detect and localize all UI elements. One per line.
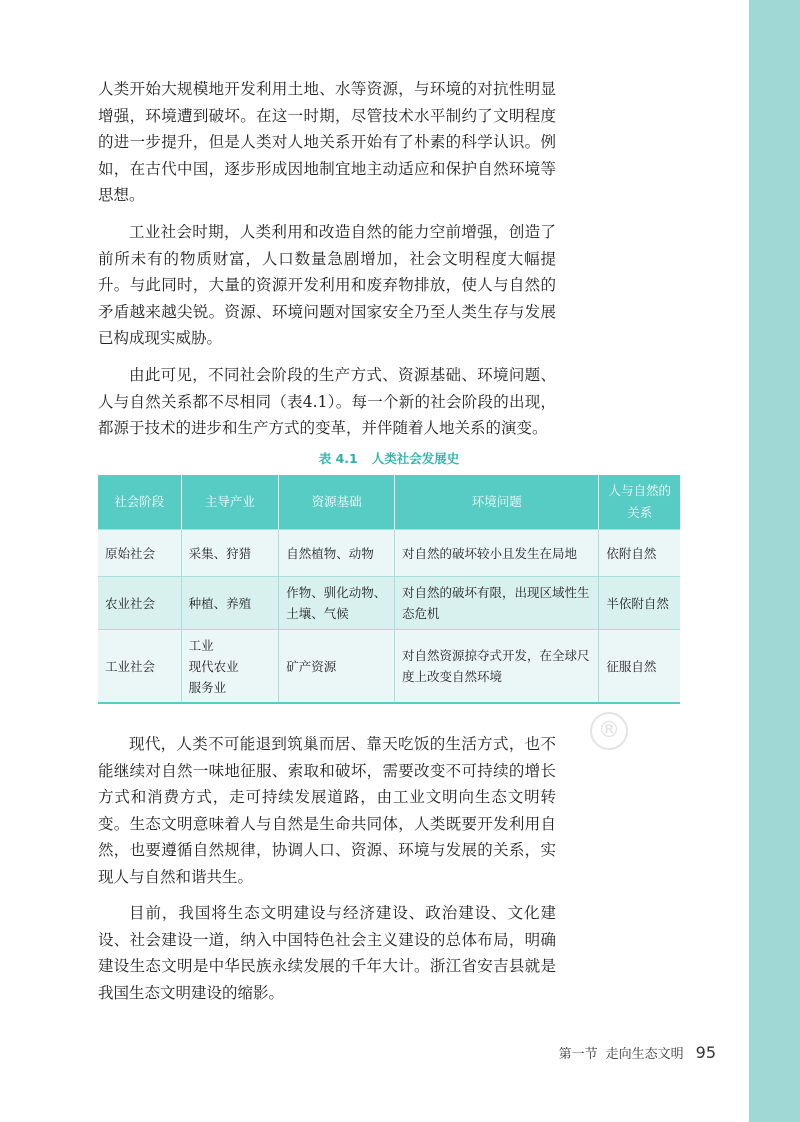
header-environment: 环境问题 [395,475,599,530]
cell-resources: 作物、驯化动物、土壤、气候 [279,577,395,630]
registered-mark-icon: ® [590,712,628,750]
cell-relation: 征服自然 [599,630,680,704]
cell-stage: 农业社会 [98,577,181,630]
paragraph-3: 由此可见，不同社会阶段的生产方式、资源基础、环境问题、人与自然关系都不尽相同（表4.1）。每一个新的社会阶段的出现，都源于技术的进步和生产方式的变革，并伴随着人地关系的演变。 [98,366,556,438]
table-number: 表 4.1 [318,451,358,466]
footer-section: 第一节 [558,1047,598,1062]
header-relation: 人与自然的关系 [599,475,680,530]
header-stage: 社会阶段 [98,475,181,530]
cell-industry: 种植、养殖 [181,577,279,630]
cell-relation: 半依附自然 [599,577,680,630]
table-header-row [98,475,680,530]
cell-stage: 原始社会 [98,530,181,577]
cell-stage: 工业社会 [98,630,181,704]
table-row [98,530,680,577]
history-table [98,475,680,704]
cell-resources: 矿产资源 [279,630,395,704]
table-row [98,577,680,630]
cell-relation: 依附自然 [599,530,680,577]
table-title: 人类社会发展史 [371,451,460,466]
table-row [98,630,680,704]
header-industry: 主导产业 [181,475,279,530]
paragraph-1: 人类开始大规模地开发利用土地、水等资源，与环境的对抗性明显增强，环境遭到破坏。在这一时期，尽管技术水平制约了文明程度的进一步提升，但是人类对人地关系开始有了朴素的科学认识。例如，在古代中国，逐步形成因地制宜地主动适应和保护自然环境等思想。 [98,80,556,205]
table-caption [98,449,680,467]
page-number: 95 [695,1043,716,1062]
footer-title: 走向生态文明 [605,1047,684,1062]
cell-environment: 对自然的破坏有限，出现区域性生态危机 [395,577,599,630]
paragraph-4: 现代，人类不可能退到筑巢而居、靠天吃饭的生活方式，也不能继续对自然一味地征服、索取和破坏，需要改变不可持续的增长方式和消费方式，走可持续发展道路，由工业文明向生态文明转变。生态文明意味着人与自然是生命共同体，人类既要开发利用自然，也要遵循自然规律，协调人口、资源、环境与发展的关系，实现人与自然和谐共生。 [98,735,556,886]
cell-industry: 工业 现代农业 服务业 [181,630,279,704]
cell-resources: 自然植物、动物 [279,530,395,577]
cell-environment: 对自然资源掠夺式开发，在全球尺度上改变自然环境 [395,630,599,704]
header-resources: 资源基础 [279,475,395,530]
page-footer [559,1043,716,1062]
side-tab-bar [749,0,800,1122]
paragraph-5: 目前，我国将生态文明建设与经济建设、政治建设、文化建设、社会建设一道，纳入中国特色社会主义建设的总体布局，明确建设生态文明是中华民族永续发展的千年大计。浙江省安吉县就是我国生态文明建设的缩影。 [98,904,556,1002]
cell-environment: 对自然的破坏较小且发生在局地 [395,530,599,577]
paragraph-2: 工业社会时期，人类利用和改造自然的能力空前增强，创造了前所未有的物质财富，人口数量急剧增加，社会文明程度大幅提升。与此同时，大量的资源开发利用和废弃物排放，使人与自然的矛盾越来越尖锐。资源、环境问题对国家安全乃至人类生存与发展已构成现实威胁。 [98,223,556,348]
cell-industry: 采集、狩猎 [181,530,279,577]
